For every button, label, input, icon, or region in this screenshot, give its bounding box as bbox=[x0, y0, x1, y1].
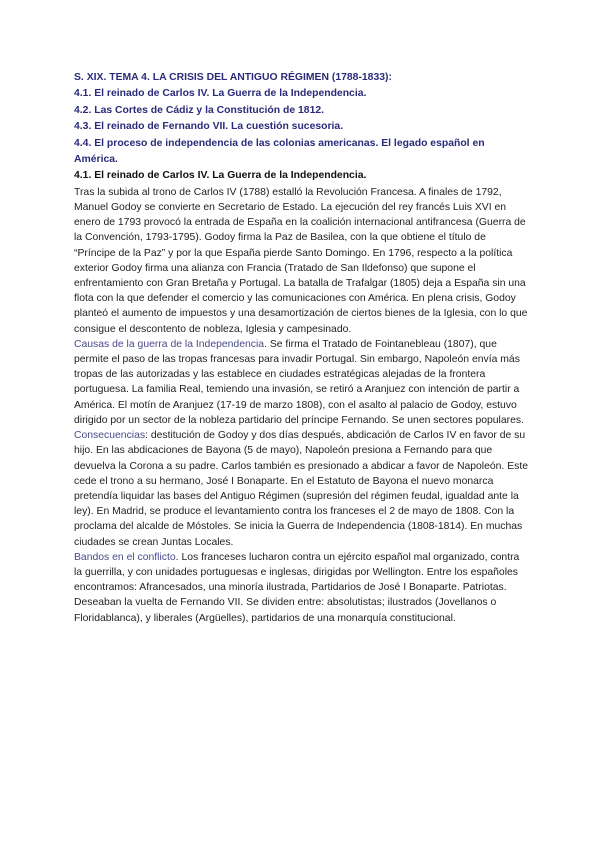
factions-paragraph bbox=[74, 550, 530, 626]
toc-item-4-4: 4.4. El proceso de independencia de las colonias americanas. El legado español en América. bbox=[74, 137, 485, 166]
document-page bbox=[74, 70, 530, 626]
toc-item-4-2: 4.2. Las Cortes de Cádiz y la Constitución de 1812. bbox=[74, 104, 325, 116]
factions-text: . Los franceses lucharon contra un ejército español mal organizado, contra la guerrilla, y con unidades portuguesas e inglesas, dirigidas por Wellington. Entre los españoles encontramos: Afrancesados, una minoría ilustrada, Partidarios de José I Bonaparte. Patriotas. Deseaban la vuelta de Fernando VII. Se dividen entre: absolutistas; ilustrados (Jovellanos o Floridablanca), y liberales (Argüelles), partidarios de una monarquía constitucional. bbox=[74, 551, 520, 624]
causes-paragraph bbox=[74, 337, 530, 428]
consequences-lead: Consecuencias bbox=[74, 430, 146, 442]
consequences-text: : destitución de Godoy y dos días después, abdicación de Carlos IV en favor de su hijo. En las abdicaciones de Bayona (5 de mayo), Napoleón presiona a Fernando para que devuelva la Corona a su padre. Carlos también es presionado a abdicar a favor de Napoleón. Este cede el trono a su hermano, José I Bonaparte. En el Estatuto de Bayona el nuevo monarca pretendía liquidar las bases del Antiguo Régimen (supresión del régimen feudal, igualdad ante la ley). En Madrid, se produce el levantamiento contra los franceses el 2 de mayo de 1808. Con la proclama del alcalde de Móstoles. Se inicia la Guerra de Independencia (1808-1814). En muchas ciudades se crean Juntas Locales. bbox=[74, 430, 529, 548]
intro-paragraph: Tras la subida al trono de Carlos IV (1788) estalló la Revolución Francesa. A finales de 1792, Manuel Godoy se convierte en Secretario de Estado. La ejecución del rey francés Luis XVI en enero de 1793 provocó la entrada de España en la coalición internacional antifrancesa (Guerra de la Convención, 1793-1795). Godoy firma la Paz de Basilea, con la que obtiene el título de “Príncipe de la Paz” y por la que España pierde Santo Domingo. En 1796, respecto a la política exterior Godoy firma una alianza con Francia (Tratado de San Ildefonso) que supone el enfrentamiento con Gran Bretaña y Portugal. La batalla de Trafalgar (1805) deja a España sin una flota con la que defender el comercio y las comunicaciones con América. En plena crisis, Godoy planteó el aumento de impuestos y una desamortización de ciertos bienes de la Iglesia, con lo que consigue el descontento de nobleza, Iglesia y campesinado. bbox=[74, 186, 528, 335]
consequences-paragraph bbox=[74, 428, 530, 550]
toc-item-4-1: 4.1. El reinado de Carlos IV. La Guerra de la Independencia. bbox=[74, 88, 367, 100]
toc-item-4-3: 4.3. El reinado de Fernando VII. La cuestión sucesoria. bbox=[74, 121, 344, 133]
causes-lead: Causas de la guerra de la Independencia bbox=[74, 338, 265, 350]
document-title: S. XIX. TEMA 4. LA CRISIS DEL ANTIGUO RÉGIMEN (1788-1833): bbox=[74, 72, 392, 83]
section-heading-4-1: 4.1. El reinado de Carlos IV. La Guerra de la Independencia. bbox=[74, 170, 367, 182]
causes-text: . Se firma el Tratado de Fointanebleau (1807), que permite el paso de las tropas francesas para invadir Portugal. Sin embargo, Napoleón envía más tropas de las autorizadas y las establece en ciudades estratégicas alejadas de la frontera portuguesa. La familia Real, temiendo una invasión, se retiró a Aranjuez con intención de partir a América. El motín de Aranjuez (17-19 de marzo 1808), con el asalto al palacio de Godoy, estuvo dirigido por un sector de la nobleza partidario del príncipe Fernando. Se unen sectores populares. bbox=[74, 338, 524, 426]
factions-lead: Bandos en el conflicto bbox=[74, 551, 176, 563]
